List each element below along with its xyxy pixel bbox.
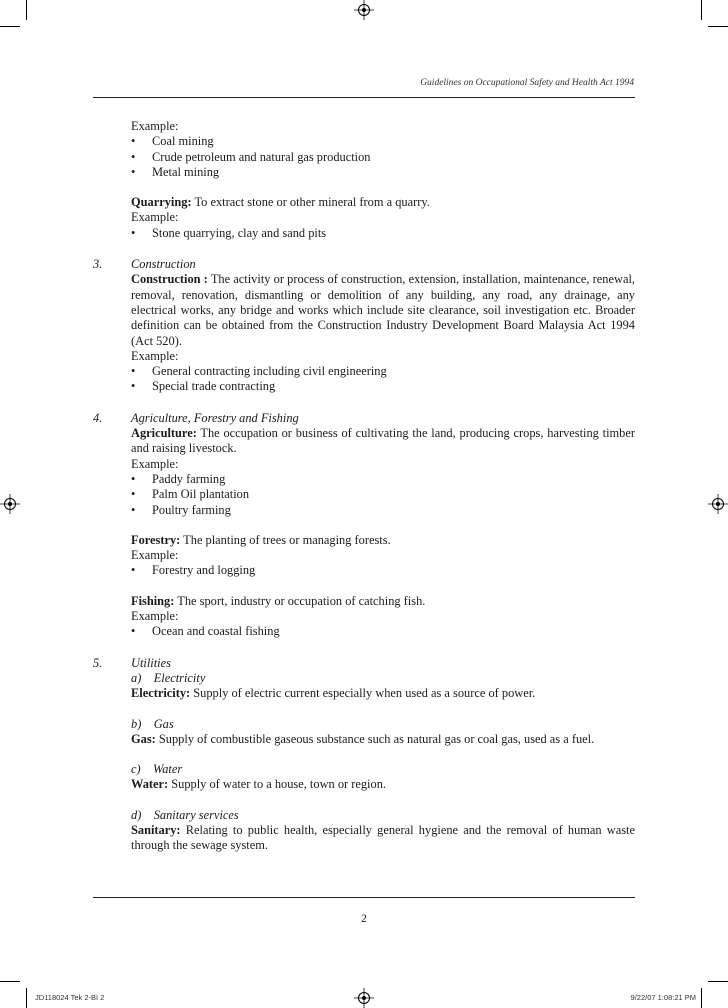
- crop-mark: [26, 0, 27, 20]
- agriculture-definition: Agriculture: The occupation or business of cultivating the land, producing crops, harvesting timber and raising livestock.: [131, 426, 635, 456]
- section-heading: Utilities: [131, 655, 171, 670]
- section-heading: Construction: [131, 257, 196, 272]
- section-utilities: [93, 656, 635, 854]
- crop-mark: [701, 988, 702, 1008]
- bullet-icon: •: [131, 502, 136, 517]
- section-number: 3.: [93, 257, 103, 272]
- list-item: • Palm Oil plantation: [131, 487, 250, 502]
- subsection-heading: a) Electricity: [131, 670, 206, 685]
- forestry-list: [131, 563, 635, 578]
- crop-mark: [701, 0, 702, 20]
- list-item: • General contracting including civil engineering: [131, 364, 387, 379]
- bullet-icon: •: [131, 225, 136, 240]
- section-heading: Agriculture, Forestry and Fishing: [131, 410, 299, 425]
- bullet-icon: •: [131, 149, 136, 164]
- bullet-icon: •: [131, 134, 136, 149]
- bullet-icon: •: [131, 379, 136, 394]
- crop-mark: [708, 981, 728, 982]
- subsection-heading: c) Water: [131, 762, 183, 777]
- gas-definition: Gas: Supply of combustible gaseous substance such as natural gas or coal gas, used as a fuel.: [131, 731, 595, 746]
- example-label: Example:: [131, 210, 179, 225]
- construction-list: [131, 364, 635, 395]
- fishing-list: [131, 624, 635, 639]
- mining-block: [93, 119, 635, 241]
- registration-mark-icon: [708, 494, 728, 514]
- registration-mark-icon: [354, 988, 374, 1008]
- mining-list: [131, 134, 635, 180]
- bullet-icon: •: [131, 624, 136, 639]
- print-slug-left: JD118024 Tek 2-BI 2: [35, 993, 105, 1002]
- document-body: [93, 119, 635, 854]
- section-number: 4.: [93, 410, 103, 425]
- example-label: Example:: [131, 609, 179, 624]
- registration-mark-icon: [0, 494, 20, 514]
- page-number: 2: [361, 913, 367, 925]
- construction-definition: Construction : The activity or process of construction, extension, installation, maintenance, renewal, removal, renovation, dismantling or demolition of any building, any road, any drainage, any electrical works, any bridge and works which include site clearance, soil investigation etc. Broader definition can be obtained from the Construction Industry Development Board Malaysia Act 1994 (Act 520).: [131, 272, 635, 348]
- term: Agriculture:: [131, 426, 197, 441]
- term: Electricity:: [131, 686, 191, 701]
- example-label: Example:: [131, 119, 179, 133]
- agriculture-list: [131, 472, 635, 518]
- list-item: • Metal mining: [131, 164, 220, 179]
- bullet-icon: •: [131, 563, 136, 578]
- list-item: • Ocean and coastal fishing: [131, 624, 280, 639]
- subsection-heading: d) Sanitary services: [131, 807, 239, 822]
- crop-mark: [26, 988, 27, 1008]
- section-agriculture: [93, 411, 635, 640]
- list-item: • Paddy farming: [131, 471, 226, 486]
- bullet-icon: •: [131, 364, 136, 379]
- bullet-icon: •: [131, 487, 136, 502]
- list-item: • Crude petroleum and natural gas production: [131, 149, 371, 164]
- list-item: • Special trade contracting: [131, 379, 276, 394]
- example-label: Example:: [131, 348, 179, 363]
- example-label: Example:: [131, 456, 179, 471]
- sanitary-definition: Sanitary: Relating to public health, especially general hygiene and the removal of human waste through the sewage system.: [131, 822, 635, 853]
- footer-rule: [93, 897, 635, 898]
- registration-mark-icon: [354, 0, 374, 20]
- running-header: Guidelines on Occupational Safety and Health Act 1994: [420, 78, 634, 88]
- term: Construction :: [131, 272, 208, 287]
- print-slug-right: 9/22/07 1:08:21 PM: [630, 993, 696, 1002]
- term: Fishing:: [131, 593, 175, 608]
- list-item: • Coal mining: [131, 134, 214, 149]
- subsection-heading: b) Gas: [131, 716, 174, 731]
- water-definition: Water: Supply of water to a house, town or region.: [131, 777, 386, 792]
- list-item: • Stone quarrying, clay and sand pits: [131, 225, 327, 240]
- term: Quarrying:: [131, 195, 192, 210]
- term: Water:: [131, 777, 169, 792]
- example-label: Example:: [131, 548, 179, 563]
- section-construction: [93, 257, 635, 395]
- list-item: • Forestry and logging: [131, 563, 256, 578]
- term: Sanitary:: [131, 822, 181, 837]
- list-item: • Poultry farming: [131, 502, 231, 517]
- crop-mark: [0, 981, 20, 982]
- section-number: 5.: [93, 655, 103, 670]
- crop-mark: [0, 26, 20, 27]
- electricity-definition: Electricity: Supply of electric current especially when used as a source of power.: [131, 686, 536, 701]
- crop-mark: [708, 26, 728, 27]
- quarrying-list: [131, 226, 635, 241]
- term: Forestry:: [131, 532, 181, 547]
- header-rule: [93, 97, 635, 98]
- fishing-definition: Fishing: The sport, industry or occupation of catching fish.: [131, 593, 426, 608]
- term: Gas:: [131, 731, 156, 746]
- bullet-icon: •: [131, 164, 136, 179]
- quarrying-definition: Quarrying: To extract stone or other mineral from a quarry.: [131, 195, 430, 210]
- bullet-icon: •: [131, 471, 136, 486]
- forestry-definition: Forestry: The planting of trees or managing forests.: [131, 532, 391, 547]
